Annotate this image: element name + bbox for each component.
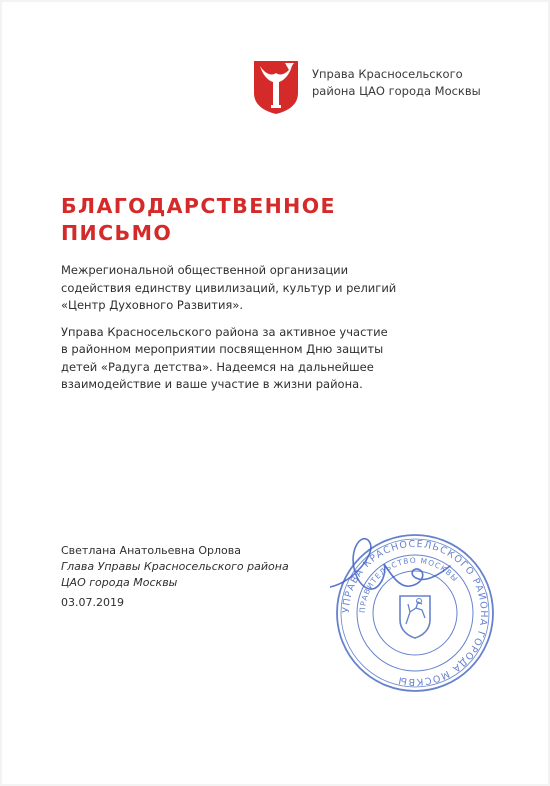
- body-line: Межрегиональной общественной организации: [61, 263, 349, 277]
- district-coat-of-arms-icon: [252, 59, 300, 115]
- body-line: детей «Радуга детства». Надеемся на дальнейшее: [61, 359, 374, 374]
- document-title: [61, 193, 461, 247]
- body-paragraph-2: [61, 324, 461, 394]
- letter-date: 03.07.2019: [61, 596, 124, 609]
- letter-body: [61, 262, 461, 403]
- body-line: Управа Красносельского района за активное участие: [61, 324, 388, 339]
- title-line-2: ПИСЬМО: [61, 221, 173, 245]
- official-seal-icon: [330, 528, 500, 698]
- signatory-block: [61, 543, 321, 611]
- organization-name: [312, 66, 532, 100]
- body-line: взаимодействие и ваше участие в жизни района.: [61, 377, 363, 391]
- body-paragraph-1: [61, 262, 461, 315]
- signatory-position-line-2: ЦАО города Москвы: [61, 576, 178, 589]
- org-name-line-2: района ЦАО города Москвы: [312, 84, 481, 98]
- body-line: в районном мероприятии посвященном Дню защиты: [61, 342, 384, 356]
- signatory-name: Светлана Анатольевна Орлова: [61, 544, 241, 557]
- body-line: «Центр Духовного Развития».: [61, 298, 244, 312]
- title-line-1: БЛАГОДАРСТВЕННОЕ: [61, 194, 336, 218]
- org-name-line-1: Управа Красносельского: [312, 67, 463, 81]
- stamp-inner-text: ПРАВИТЕЛЬСТВО МОСКВЫ: [357, 555, 461, 614]
- body-line: содействия единству цивилизаций, культур и религий: [61, 280, 397, 295]
- stamp-outer-text: УПРАВА КРАСНОСЕЛЬСКОГО РАЙОНА ГОРОДА МОСКВЫ: [340, 538, 490, 688]
- signatory-position-line-1: Глава Управы Красносельского района: [61, 560, 289, 573]
